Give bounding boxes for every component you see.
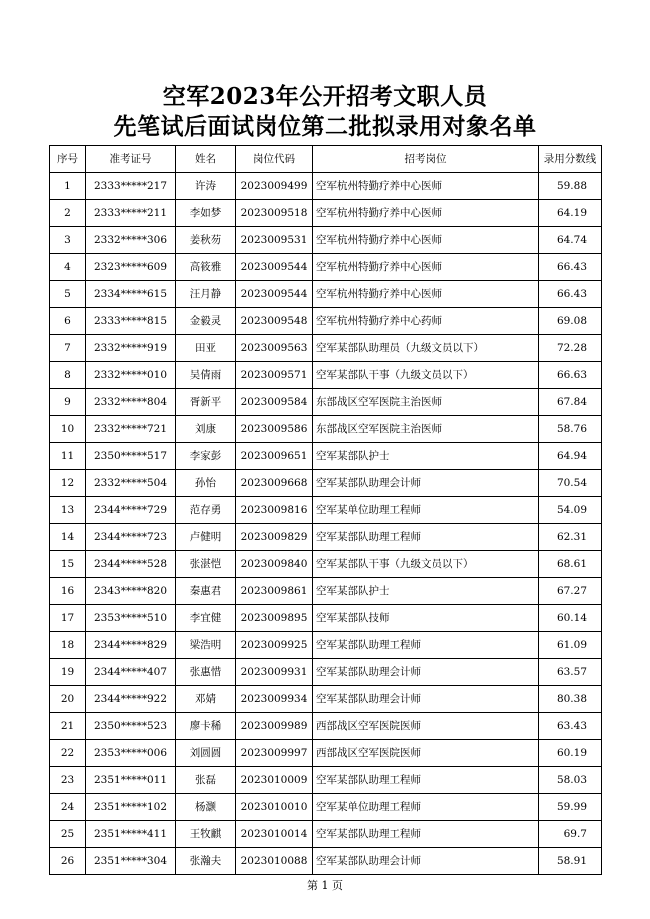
cell-exam-id: 2351*****011 <box>86 767 176 794</box>
table-row <box>50 821 602 848</box>
table-row <box>50 443 602 470</box>
cell-position: 空军某部队技师 <box>313 605 539 632</box>
table-row <box>50 227 602 254</box>
cell-exam-id: 2333*****815 <box>86 308 176 335</box>
cell-name: 刘圆圆 <box>176 740 236 767</box>
cell-position-code: 2023009861 <box>236 578 313 605</box>
cell-name: 田亚 <box>176 335 236 362</box>
cell-position: 空军某部队助理会计师 <box>313 470 539 497</box>
cell-exam-id: 2333*****217 <box>86 173 176 200</box>
cell-position-code: 2023009499 <box>236 173 313 200</box>
cell-serial: 26 <box>50 848 86 875</box>
cell-name: 张惠惜 <box>176 659 236 686</box>
cell-position-code: 2023010014 <box>236 821 313 848</box>
cell-position-code: 2023009931 <box>236 659 313 686</box>
cell-name: 吴倩雨 <box>176 362 236 389</box>
cell-position-code: 2023009668 <box>236 470 313 497</box>
cell-serial: 20 <box>50 686 86 713</box>
cell-serial: 7 <box>50 335 86 362</box>
cell-score-line: 63.57 <box>539 659 602 686</box>
cell-serial: 4 <box>50 254 86 281</box>
cell-exam-id: 2332*****306 <box>86 227 176 254</box>
cell-score-line: 64.74 <box>539 227 602 254</box>
table-row <box>50 497 602 524</box>
cell-name: 金毅灵 <box>176 308 236 335</box>
cell-serial: 24 <box>50 794 86 821</box>
cell-exam-id: 2353*****006 <box>86 740 176 767</box>
header-cell-position: 招考岗位 <box>313 146 539 173</box>
cell-position: 空军某单位助理工程师 <box>313 497 539 524</box>
cell-position: 空军某部队护士 <box>313 578 539 605</box>
cell-position-code: 2023009651 <box>236 443 313 470</box>
cell-exam-id: 2351*****411 <box>86 821 176 848</box>
cell-position: 空军某单位助理工程师 <box>313 794 539 821</box>
header-cell-position-code: 岗位代码 <box>236 146 313 173</box>
cell-exam-id: 2332*****721 <box>86 416 176 443</box>
cell-score-line: 66.43 <box>539 281 602 308</box>
table-row <box>50 632 602 659</box>
cell-exam-id: 2344*****829 <box>86 632 176 659</box>
table-row <box>50 659 602 686</box>
cell-name: 胥新平 <box>176 389 236 416</box>
cell-score-line: 64.94 <box>539 443 602 470</box>
cell-score-line: 67.84 <box>539 389 602 416</box>
cell-position: 空军某部队助理会计师 <box>313 848 539 875</box>
cell-position: 空军杭州特勤疗养中心医师 <box>313 173 539 200</box>
cell-exam-id: 2332*****804 <box>86 389 176 416</box>
document-title-line-2: 先笔试后面试岗位第二批拟录用对象名单 <box>113 113 537 140</box>
cell-position-code: 2023009895 <box>236 605 313 632</box>
cell-exam-id: 2334*****615 <box>86 281 176 308</box>
cell-serial: 25 <box>50 821 86 848</box>
cell-serial: 15 <box>50 551 86 578</box>
cell-serial: 1 <box>50 173 86 200</box>
cell-position: 空军杭州特勤疗养中心医师 <box>313 254 539 281</box>
cell-name: 刘康 <box>176 416 236 443</box>
cell-position-code: 2023009544 <box>236 254 313 281</box>
cell-exam-id: 2332*****010 <box>86 362 176 389</box>
cell-score-line: 68.61 <box>539 551 602 578</box>
cell-position-code: 2023009544 <box>236 281 313 308</box>
cell-serial: 3 <box>50 227 86 254</box>
cell-position: 空军杭州特勤疗养中心医师 <box>313 227 539 254</box>
header-row <box>50 146 602 173</box>
cell-name: 姜秋芴 <box>176 227 236 254</box>
cell-score-line: 66.63 <box>539 362 602 389</box>
cell-serial: 12 <box>50 470 86 497</box>
cell-position-code: 2023009997 <box>236 740 313 767</box>
cell-serial: 2 <box>50 200 86 227</box>
table-row <box>50 308 602 335</box>
cell-name: 梁浩明 <box>176 632 236 659</box>
cell-score-line: 69.7 <box>539 821 602 848</box>
cell-position: 空军某部队护士 <box>313 443 539 470</box>
table-row <box>50 605 602 632</box>
table-row <box>50 551 602 578</box>
cell-exam-id: 2351*****102 <box>86 794 176 821</box>
cell-serial: 19 <box>50 659 86 686</box>
cell-name: 王牧麒 <box>176 821 236 848</box>
table-row <box>50 254 602 281</box>
cell-position-code: 2023009925 <box>236 632 313 659</box>
cell-name: 杨灏 <box>176 794 236 821</box>
cell-exam-id: 2344*****729 <box>86 497 176 524</box>
cell-serial: 18 <box>50 632 86 659</box>
cell-serial: 17 <box>50 605 86 632</box>
header-cell-exam-id: 准考证号 <box>86 146 176 173</box>
cell-position-code: 2023009829 <box>236 524 313 551</box>
cell-score-line: 62.31 <box>539 524 602 551</box>
cell-exam-id: 2332*****504 <box>86 470 176 497</box>
cell-name: 邓婧 <box>176 686 236 713</box>
table-row <box>50 740 602 767</box>
cell-exam-id: 2344*****528 <box>86 551 176 578</box>
cell-exam-id: 2344*****407 <box>86 659 176 686</box>
cell-score-line: 54.09 <box>539 497 602 524</box>
cell-name: 范存勇 <box>176 497 236 524</box>
cell-score-line: 61.09 <box>539 632 602 659</box>
cell-position-code: 2023009518 <box>236 200 313 227</box>
table-row <box>50 200 602 227</box>
cell-position-code: 2023009571 <box>236 362 313 389</box>
table-row <box>50 173 602 200</box>
cell-position: 空军某部队干事（九级文员以下） <box>313 362 539 389</box>
cell-exam-id: 2323*****609 <box>86 254 176 281</box>
cell-position-code: 2023010088 <box>236 848 313 875</box>
cell-exam-id: 2343*****820 <box>86 578 176 605</box>
cell-exam-id: 2332*****919 <box>86 335 176 362</box>
cell-position-code: 2023009934 <box>236 686 313 713</box>
header-cell-serial: 序号 <box>50 146 86 173</box>
cell-serial: 21 <box>50 713 86 740</box>
cell-score-line: 60.19 <box>539 740 602 767</box>
cell-score-line: 66.43 <box>539 254 602 281</box>
cell-serial: 14 <box>50 524 86 551</box>
cell-position-code: 2023009989 <box>236 713 313 740</box>
cell-score-line: 69.08 <box>539 308 602 335</box>
cell-position: 空军某部队助理工程师 <box>313 524 539 551</box>
cell-name: 卢健明 <box>176 524 236 551</box>
cell-score-line: 70.54 <box>539 470 602 497</box>
cell-name: 高筱雅 <box>176 254 236 281</box>
header-cell-name: 姓名 <box>176 146 236 173</box>
cell-score-line: 58.91 <box>539 848 602 875</box>
cell-name: 李如梦 <box>176 200 236 227</box>
cell-serial: 8 <box>50 362 86 389</box>
cell-name: 汪月静 <box>176 281 236 308</box>
cell-serial: 10 <box>50 416 86 443</box>
header-cell-score-line: 录用分数线 <box>539 146 602 173</box>
table-row <box>50 362 602 389</box>
cell-name: 秦惠君 <box>176 578 236 605</box>
cell-position-code: 2023009586 <box>236 416 313 443</box>
cell-position: 东部战区空军医院主治医师 <box>313 416 539 443</box>
document-title-line-1: 空军2023年公开招考文职人员 <box>162 83 488 110</box>
cell-score-line: 63.43 <box>539 713 602 740</box>
cell-name: 李家彭 <box>176 443 236 470</box>
cell-exam-id: 2350*****517 <box>86 443 176 470</box>
table-body <box>50 173 602 875</box>
cell-position: 空军某部队助理工程师 <box>313 767 539 794</box>
cell-name: 孙怡 <box>176 470 236 497</box>
cell-exam-id: 2344*****922 <box>86 686 176 713</box>
cell-position-code: 2023009531 <box>236 227 313 254</box>
table-row <box>50 713 602 740</box>
cell-name: 张磊 <box>176 767 236 794</box>
cell-serial: 9 <box>50 389 86 416</box>
table-row <box>50 335 602 362</box>
cell-position: 空军某部队助理会计师 <box>313 686 539 713</box>
cell-exam-id: 2353*****510 <box>86 605 176 632</box>
cell-score-line: 59.99 <box>539 794 602 821</box>
cell-name: 许涛 <box>176 173 236 200</box>
table-row <box>50 578 602 605</box>
candidate-table <box>49 145 602 875</box>
cell-name: 廖卡稀 <box>176 713 236 740</box>
cell-score-line: 80.38 <box>539 686 602 713</box>
cell-serial: 13 <box>50 497 86 524</box>
cell-score-line: 58.03 <box>539 767 602 794</box>
table-row <box>50 686 602 713</box>
cell-score-line: 60.14 <box>539 605 602 632</box>
cell-position: 空军杭州特勤疗养中心医师 <box>313 200 539 227</box>
cell-name: 张湛恺 <box>176 551 236 578</box>
page-number: 第 1 页 <box>307 879 343 892</box>
table-row <box>50 767 602 794</box>
cell-position: 空军某部队助理工程师 <box>313 821 539 848</box>
cell-exam-id: 2344*****723 <box>86 524 176 551</box>
cell-name: 张瀚夫 <box>176 848 236 875</box>
table-row <box>50 281 602 308</box>
cell-exam-id: 2333*****211 <box>86 200 176 227</box>
cell-score-line: 72.28 <box>539 335 602 362</box>
cell-serial: 23 <box>50 767 86 794</box>
cell-serial: 5 <box>50 281 86 308</box>
cell-position-code: 2023009816 <box>236 497 313 524</box>
cell-exam-id: 2350*****523 <box>86 713 176 740</box>
cell-serial: 16 <box>50 578 86 605</box>
table-row <box>50 416 602 443</box>
cell-position-code: 2023009548 <box>236 308 313 335</box>
cell-exam-id: 2351*****304 <box>86 848 176 875</box>
cell-position: 空军某部队干事（九级文员以下） <box>313 551 539 578</box>
cell-score-line: 67.27 <box>539 578 602 605</box>
cell-position-code: 2023009563 <box>236 335 313 362</box>
cell-position-code: 2023009584 <box>236 389 313 416</box>
cell-score-line: 58.76 <box>539 416 602 443</box>
table-row <box>50 389 602 416</box>
cell-serial: 22 <box>50 740 86 767</box>
table-row <box>50 794 602 821</box>
cell-position: 空军杭州特勤疗养中心医师 <box>313 281 539 308</box>
cell-serial: 11 <box>50 443 86 470</box>
table-row <box>50 524 602 551</box>
cell-serial: 6 <box>50 308 86 335</box>
cell-name: 李宜健 <box>176 605 236 632</box>
cell-position: 东部战区空军医院主治医师 <box>313 389 539 416</box>
table-row <box>50 470 602 497</box>
cell-score-line: 64.19 <box>539 200 602 227</box>
cell-position: 空军某部队助理工程师 <box>313 632 539 659</box>
cell-position: 空军某部队助理员（九级文员以下） <box>313 335 539 362</box>
cell-position: 西部战区空军医院医师 <box>313 713 539 740</box>
cell-position-code: 2023010009 <box>236 767 313 794</box>
cell-position-code: 2023009840 <box>236 551 313 578</box>
table-row <box>50 848 602 875</box>
cell-position: 西部战区空军医院医师 <box>313 740 539 767</box>
cell-position: 空军杭州特勤疗养中心药师 <box>313 308 539 335</box>
cell-position: 空军某部队助理会计师 <box>313 659 539 686</box>
cell-position-code: 2023010010 <box>236 794 313 821</box>
cell-score-line: 59.88 <box>539 173 602 200</box>
table-header <box>50 146 602 173</box>
